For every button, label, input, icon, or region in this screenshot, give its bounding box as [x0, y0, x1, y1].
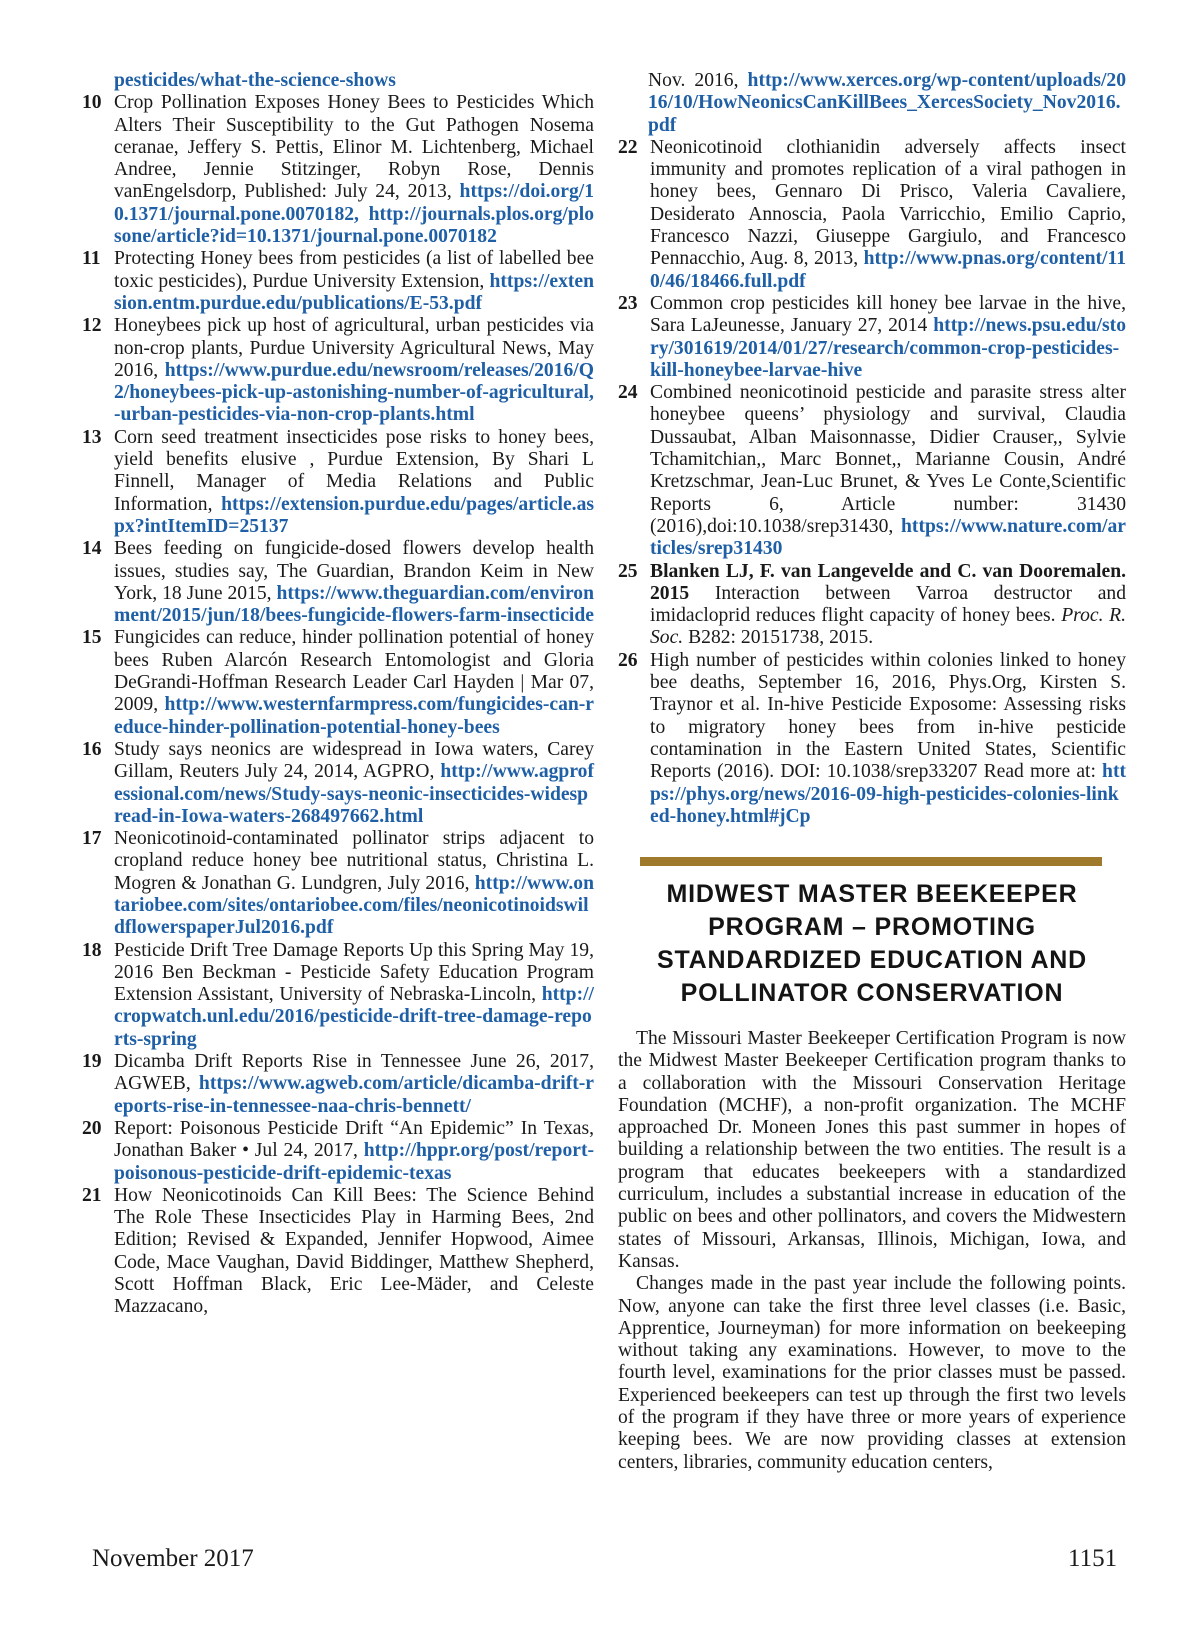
reference-item: [618, 293, 1126, 382]
reference-text: Report: Poisonous Pesticide Drift “An Epidemic” In Texas, Jonathan Baker • Jul 24, 2017,: [114, 1117, 594, 1162]
reference-link[interactable]: http://news.psu.edu/story/301619/2014/01/27/research/common-crop-pesticides-kill-honeybee-larvae-hive: [650, 315, 1126, 381]
right-column: [618, 70, 1126, 828]
reference-item: [618, 561, 1126, 650]
section-divider: [640, 857, 1102, 866]
reference-link[interactable]: https://extension.entm.purdue.edu/publications/E-53.pdf: [114, 270, 594, 314]
reference-number: 11: [82, 248, 101, 270]
reference-number: 23: [618, 292, 638, 314]
reference-number: 22: [618, 136, 638, 158]
reference-item: [82, 828, 594, 939]
reference-item: [82, 92, 594, 248]
article-paragraph: The Missouri Master Beekeeper Certification Program is now the Midwest Master Beekeeper Certification program thanks to a collaboration with the Missouri Conservation Heritage Foundation (MCHF), a non-profit organization. The MCHF approached Dr. Moneen Jones this past summer in hopes of building a relationship between the two entities. The result is a program that educates beekeepers with a standardized curriculum, includes a substantial increase in education of the public on bees and other pollinators, and covers the Midwestern states of Missouri, Arkansas, Illinois, Michigan, Iowa, and Kansas.: [618, 1028, 1126, 1272]
footer-date: November 2017: [92, 1545, 254, 1572]
reference-number: 14: [82, 538, 102, 560]
reference-item: [82, 1118, 594, 1185]
reference-link[interactable]: https://extension.purdue.edu/pages/article.aspx?intItemID=25137: [114, 493, 594, 537]
reference-link[interactable]: https://phys.org/news/2016-09-high-pesticides-colonies-linked-honey.html#jCp: [650, 761, 1126, 827]
reference-link[interactable]: https://www.purdue.edu/newsroom/releases/2016/Q2/honeybees-pick-up-astonishing-number-of-agricultural,-urban-pesticides-via-non-crop-plants.html: [114, 359, 594, 426]
reference-link[interactable]: https://www.nature.com/articles/srep31430: [650, 515, 1126, 560]
reference-link[interactable]: https://www.theguardian.com/environment/2015/jun/18/bees-fungicide-flowers-farm-insecticide: [114, 582, 594, 627]
reference-text: Combined neonicotinoid pesticide and parasite stress alter honeybee queens’ physiology and survival, Claudia Dussaubat, Alban Maisonnasse, Didier Crauser,, Sylvie Tchamitchian,, Marc Bonnet,, Marianne Cousin, André Kretzschmar, Jean-Luc Brunet, & Yves Le Conte,Scientific Reports 6, Article number: 31430 (2016),doi:10.1038/srep31430,: [650, 382, 1126, 537]
reference-text: Bees feeding on fungicide-dosed flowers develop health issues, studies say, The Guardian, Brandon Keim in New York, 18 June 2015,: [114, 538, 594, 604]
reference-link[interactable]: http://hppr.org/post/report-poisonous-pesticide-drift-epidemic-texas: [114, 1140, 594, 1184]
reference-link[interactable]: http://www.ontariobee.com/sites/ontariobee.com/files/neonicotinoidswildflowerspaperJul2016.pdf: [114, 872, 594, 939]
reference-number: 15: [82, 627, 102, 649]
reference-continuation: [82, 70, 594, 92]
reference-link[interactable]: pesticides/what-the-science-shows: [114, 70, 396, 91]
reference-link[interactable]: http://www.agprofessional.com/news/Study-says-neonic-insecticides-widespread-in-Iowa-waters-268497662.html: [114, 761, 594, 827]
reference-item: [618, 650, 1126, 828]
reference-text: How Neonicotinoids Can Kill Bees: The Science Behind The Role These Insecticides Play in Harming Bees, 2nd Edition; Revised & Expanded, Jennifer Hopwood, Aimee Code, Mace Vaughan, David Biddinger, Matthew Shepherd, Scott Hoffman Black, Eric Lee-Mäder, and Celeste Mazzacano,: [114, 1184, 594, 1318]
reference-link[interactable]: http://www.pnas.org/content/110/46/18466.full.pdf: [650, 248, 1126, 292]
reference-number: 10: [82, 92, 102, 114]
reference-text: Interaction between Varroa destructor and imidacloprid reduces flight capacity of honey bees.: [650, 582, 1126, 627]
reference-text: Fungicides can reduce, hinder pollination potential of honey bees Ruben Alarcón Research Entomologist and Gloria DeGrandi-Hoffman Research Leader Carl Hayden | Mar 07, 2009,: [114, 627, 594, 716]
reference-text-tail: B282: 20151738, 2015.: [683, 627, 874, 649]
reference-number: 25: [618, 560, 638, 582]
reference-item: [82, 315, 594, 426]
reference-item: [82, 248, 594, 315]
reference-text: Corn seed treatment insecticides pose risks to honey bees, yield benefits elusive , Purdue Extension, By Shari L Finnell, Manager of Media Relations and Public Information,: [114, 426, 594, 515]
reference-number: 21: [82, 1184, 102, 1206]
reference-number: 18: [82, 939, 102, 961]
reference-link[interactable]: http://cropwatch.unl.edu/2016/pesticide-drift-tree-damage-reports-spring: [114, 984, 594, 1050]
reference-link[interactable]: https://doi.org/10.1371/journal.pone.0070182, http://journals.plos.org/plosone/article?id=10.1371/journal.pone.0070182: [114, 181, 594, 248]
left-column: [82, 70, 594, 1319]
reference-text: Honeybees pick up host of agricultural, urban pesticides via non-crop plants, Purdue University Agricultural News, May 2016,: [114, 315, 594, 381]
page-number: 1151: [1068, 1545, 1118, 1572]
reference-number: 26: [618, 649, 638, 671]
reference-link[interactable]: https://www.agweb.com/article/dicamba-drift-reports-rise-in-tennessee-naa-chris-bennett/: [114, 1073, 594, 1117]
reference-number: 13: [82, 426, 102, 448]
reference-number: 17: [82, 828, 102, 850]
article-paragraph: Changes made in the past year include the following points. Now, anyone can take the first three level classes (i.e. Basic, Apprentice, Journeyman) for more information on beekeeping without taking any examinations. However, to move to the fourth level, examinations for the prior classes must be passed. Experienced beekeepers can test up through the first two levels of the program if they have three or more years of experience keeping bees. We are now providing classes at extension centers, libraries, community education centers,: [618, 1273, 1126, 1473]
reference-text: Protecting Honey bees from pesticides (a list of labelled bee toxic pesticides), Purdue University Extension,: [114, 248, 594, 292]
reference-text: Crop Pollination Exposes Honey Bees to Pesticides Which Alters Their Susceptibility to the Gut Pathogen Nosema ceranae, Jeffery S. Pettis, Elinor M. Lichtenberg, Michael Andree, Jennie Stitzinger, Robyn Rose, Dennis vanEngelsdorp, Published: July 24, 2013,: [114, 92, 594, 203]
reference-number: 20: [82, 1117, 102, 1139]
article-body: [618, 1028, 1126, 1474]
reference-item: [618, 137, 1126, 293]
reference-text: Neonicotinoid clothianidin adversely affects insect immunity and promotes replication of a viral pathogen in honey bees, Gennaro Di Prisco, Valeria Cavaliere, Desiderato Annoscia, Paola Varricchio, Emilio Caprio, Francesco Nazzi, Giuseppe Gargiulo, and Francesco Pennacchio, Aug. 8, 2013,: [650, 136, 1126, 270]
reference-link[interactable]: http://www.westernfarmpress.com/fungicides-can-reduce-hinder-pollination-potential-honey-bees: [114, 694, 594, 738]
reference-item: [618, 382, 1126, 560]
reference-item: [82, 627, 594, 738]
reference-continuation: [618, 70, 1126, 137]
reference-text: Common crop pesticides kill honey bee larvae in the hive, Sara LaJeunesse, January 27, 2014: [650, 292, 1126, 337]
article-heading: MIDWEST MASTER BEEKEEPER PROGRAM – PROMOTING STANDARDIZED EDUCATION AND POLLINATOR CONSERVATION: [656, 880, 1088, 1007]
reference-link[interactable]: http://www.xerces.org/wp-content/uploads/2016/10/HowNeonicsCanKillBees_XercesSociety_Nov2016.pdf: [648, 70, 1126, 136]
reference-number: 24: [618, 382, 638, 404]
reference-item: [82, 538, 594, 627]
reference-item: [82, 739, 594, 828]
reference-text: High number of pesticides within colonies linked to honey bee deaths, September 16, 2016, Phys.Org, Kirsten S. Traynor et al. In-hive Pesticide Exposome: Assessing risks to migratory honey bees from in-hive pesticide contamination in the Eastern United States, Scientific Reports (2016). DOI: 10.1038/srep33207 Read more at:: [650, 649, 1126, 783]
reference-number: 12: [82, 315, 102, 337]
reference-number: 16: [82, 738, 102, 760]
reference-text: Neonicotinoid-contaminated pollinator strips adjacent to cropland reduce honey bee nutritional status, Christina L. Mogren & Jonathan G. Lundgren, July 2016,: [114, 828, 594, 894]
reference-text: Nov. 2016,: [648, 70, 748, 91]
reference-item: [82, 940, 594, 1051]
reference-item: [82, 427, 594, 538]
reference-authors: Blanken LJ, F. van Langevelde and C. van Dooremalen. 2015: [650, 560, 1126, 604]
reference-journal: Proc. R. Soc.: [650, 605, 1126, 649]
reference-item: [82, 1051, 594, 1118]
reference-text: Dicamba Drift Reports Rise in Tennessee June 26, 2017, AGWEB,: [114, 1051, 594, 1095]
reference-text: Pesticide Drift Tree Damage Reports Up this Spring May 19, 2016 Ben Beckman - Pesticide Safety Education Program Extension Assistant, University of Nebraska-Lincoln,: [114, 939, 594, 1006]
reference-item: [82, 1185, 594, 1319]
reference-number: 19: [82, 1051, 102, 1073]
reference-text: Study says neonics are widespread in Iowa waters, Carey Gillam, Reuters July 24, 2014, AGPRO,: [114, 738, 594, 783]
